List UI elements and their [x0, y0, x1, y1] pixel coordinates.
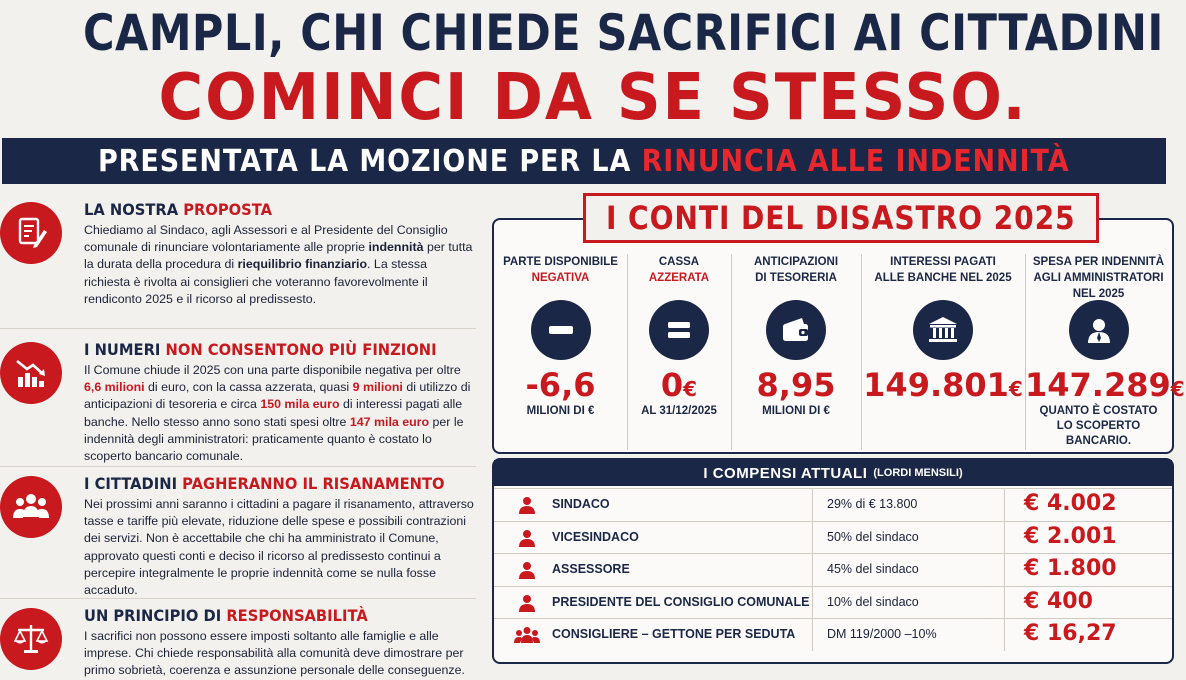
section-proposta [0, 200, 478, 324]
bank-icon [913, 300, 973, 360]
table-row: CONSIGLIERE – GETTONE PER SEDUTA DM 119/2000 –10% € 16,27 [494, 618, 1172, 651]
section-numeri [0, 340, 478, 464]
section-cittadini [0, 474, 478, 598]
stat-cassa: CASSA AZZERATA 0€ AL 31/12/2025 [641, 256, 717, 417]
banner-text: PRESENTATA LA MOZIONE PER LA RINUNCIA ALLE INDENNITÀ [98, 143, 1070, 179]
people-group-icon [0, 476, 62, 538]
motion-banner [2, 138, 1166, 184]
stat-interessi: INTERESSI PAGATI ALLE BANCHE NEL 2025 149.801€ [863, 256, 1023, 404]
headline-line-1: CAMPLI, CHI CHIEDE SACRIFICI AI CITTADINI [83, 4, 1164, 62]
conti-panel [492, 218, 1185, 454]
compensi-header: I COMPENSI ATTUALI (LORDI MENSILI) [494, 460, 1172, 486]
scales-icon [0, 608, 62, 670]
divider [0, 466, 476, 467]
section-heading: I CITTADINI PAGHERANNO IL RISANAMENTO [84, 474, 445, 493]
divider [0, 328, 476, 329]
section-text: Nei prossimi anni saranno i cittadini a pagare il risanamento, attraverso tasse e tariffe più elevate, riduzione delle spese e possibili contrazioni dei servizi. Non è accettabile che chi ha amministrato il Comune, approvato questi conti e deciso il ricorso al predissesto continui a percepire integralmente le proprie indennità come se nulla fosse accaduto. [84, 497, 474, 598]
person-icon [518, 561, 536, 579]
section-text: Chiediamo al Sindaco, agli Assessori e al Presidente del Consiglio comunale di rinunciare volontariamente alle proprie indennità per tutta la durata della procedura di riequilibrio finanziario. La stessa richiesta è rivolta ai consiglieri che voteranno favorevolmente il rendiconto 2025 e il ricorso al predissesto. [84, 223, 473, 306]
divider [0, 598, 476, 599]
section-text: Il Comune chiude il 2025 con una parte disponibile negativa per oltre 6,6 milioni di euro, con la cassa azzerata, quasi 9 milioni di utilizzo di anticipazioni di tesoreria e circa 150 mila euro di interessi pagati alle banche. Nello stesso anno sono stati spesi oltre 147 mila euro per le indennità degli amministratori: praticamente quanto è costato lo scoperto bancario comunale. [84, 363, 471, 464]
headline-line-2: COMINCI DA SE STESSO. [158, 61, 1028, 135]
section-heading: UN PRINCIPIO DI RESPONSABILITÀ [84, 606, 368, 625]
wallet-icon [766, 300, 826, 360]
table-row: SINDACO 29% di € 13.800 € 4.002 [494, 488, 1172, 521]
stat-anticipazioni: ANTICIPAZIONI DI TESORERIA 8,95 MILIONI DI € [753, 256, 839, 417]
person-icon [1069, 300, 1129, 360]
stat-indennita: SPESA PER INDENNITÀ AGLI AMMINISTRATORI NEL 2025 147.289€ QUANTO È COSTATO LO SCOPERTO BANCARIO. [1025, 256, 1185, 447]
stat-parte-disponibile: PARTE DISPONIBILE NEGATIVA -6,6 MILIONI DI € [503, 256, 618, 417]
person-icon [518, 594, 536, 612]
section-heading: I NUMERI NON CONSENTONO PIÙ FINZIONI [84, 340, 437, 359]
table-row: ASSESSORE 45% del sindaco € 1.800 [494, 553, 1172, 586]
document-pen-icon [0, 202, 62, 264]
equals-icon [649, 300, 709, 360]
table-row: VICESINDACO 50% del sindaco € 2.001 [494, 521, 1172, 554]
table-row: PRESIDENTE DEL CONSIGLIO COMUNALE 10% del sindaco € 400 [494, 586, 1172, 619]
section-text: I sacrifici non possono essere imposti soltanto alle famiglie e alle imprese. Chi chiede responsabilità alla comunità deve dimostrare per primo sobrietà, coerenza e assunzione personale delle conseguenze. [84, 629, 465, 678]
minus-icon [531, 300, 591, 360]
people-group-icon [514, 626, 540, 644]
conti-title-stamp: I CONTI DEL DISASTRO 2025 [583, 193, 1099, 243]
section-heading: LA NOSTRA PROPOSTA [84, 200, 273, 219]
person-icon [518, 529, 536, 547]
section-responsabilita [0, 606, 478, 678]
chart-decline-icon [0, 342, 62, 404]
compensi-table [492, 458, 1174, 664]
person-icon [518, 496, 536, 514]
